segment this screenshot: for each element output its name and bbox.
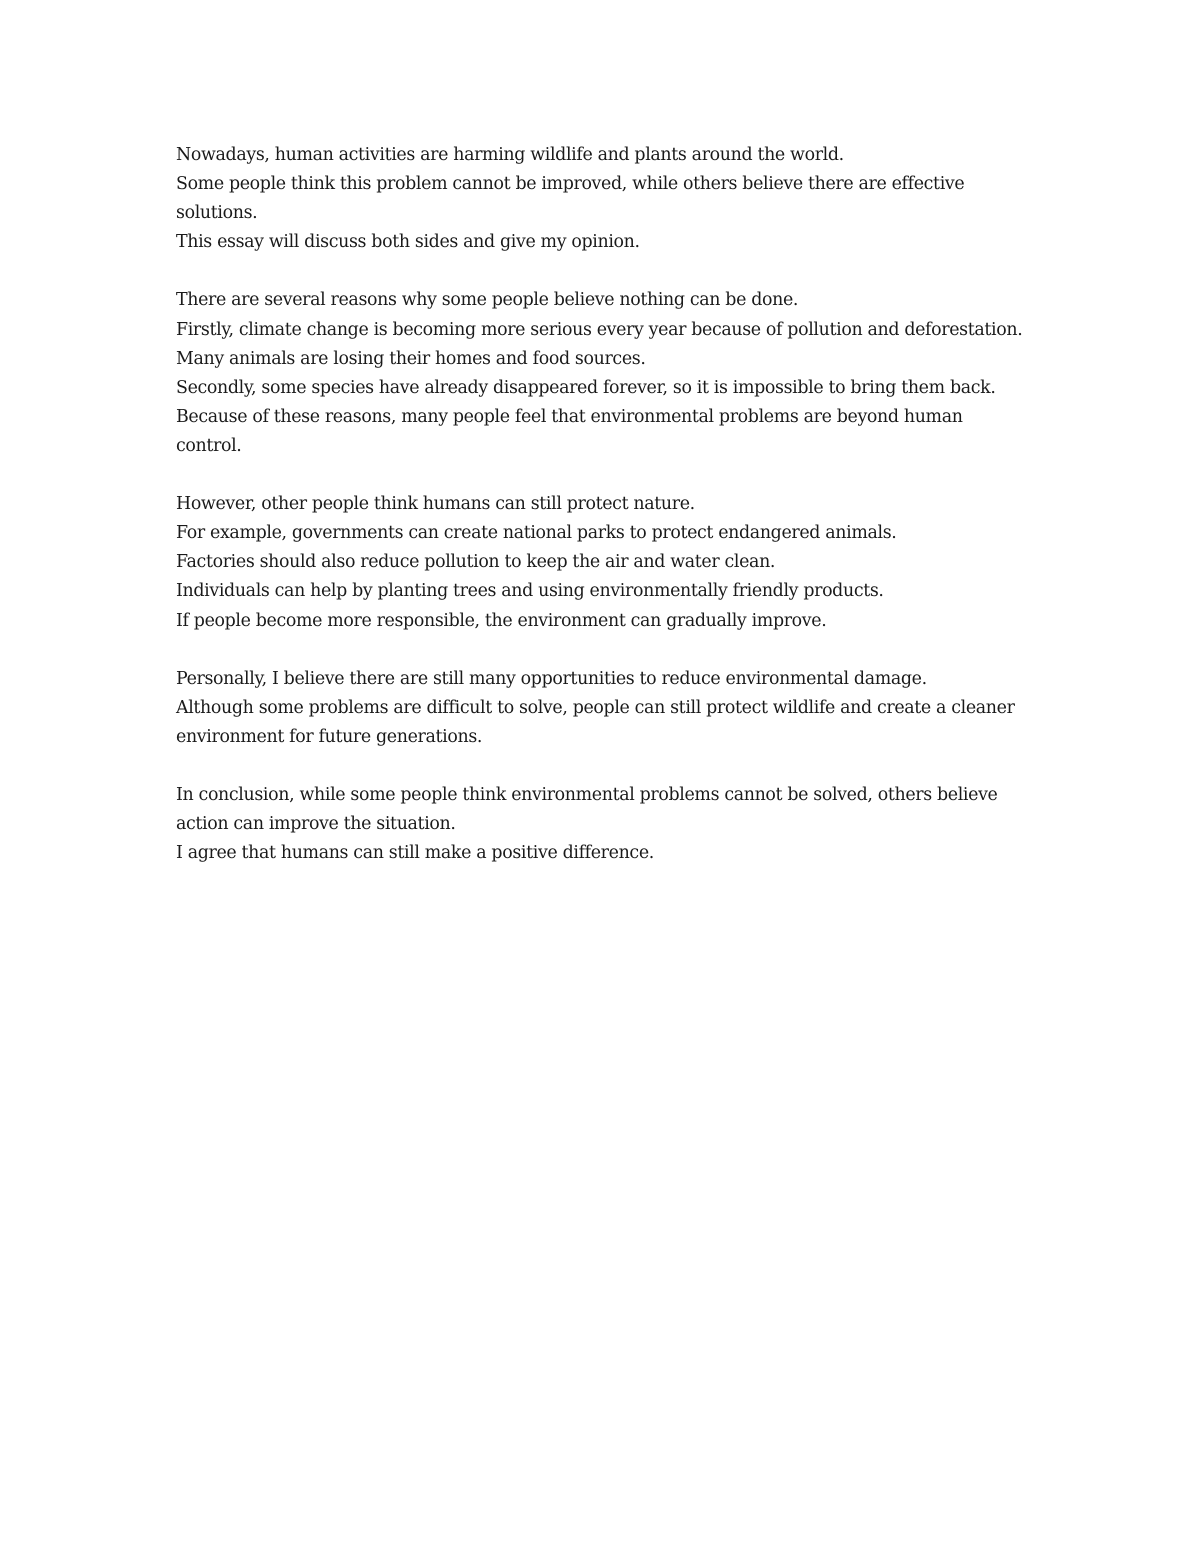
sentence: Some people think this problem cannot be improved, while others believe there are effective solutions. xyxy=(176,174,965,224)
paragraph-first-view xyxy=(176,286,1026,461)
paragraph-second-view xyxy=(176,490,1026,635)
paragraph-opinion xyxy=(176,665,1026,752)
sentence: However, other people think humans can still protect nature. xyxy=(176,494,695,515)
sentence: There are several reasons why some people believe nothing can be done. xyxy=(176,290,799,311)
sentence: This essay will discuss both sides and give my opinion. xyxy=(176,232,640,253)
sentence: Individuals can help by planting trees and using environmentally friendly products. xyxy=(176,581,884,602)
sentence: I agree that humans can still make a positive difference. xyxy=(176,843,654,864)
sentence: If people become more responsible, the environment can gradually improve. xyxy=(176,610,827,631)
essay-body xyxy=(176,141,1026,868)
paragraph-conclusion xyxy=(176,781,1026,868)
sentence: Many animals are losing their homes and food sources. xyxy=(176,348,646,369)
sentence: For example, governments can create national parks to protect endangered animals. xyxy=(176,523,897,544)
sentence: Personally, I believe there are still many opportunities to reduce environmental damage. xyxy=(176,668,927,689)
sentence: Nowadays, human activities are harming wildlife and plants around the world. xyxy=(176,145,844,165)
sentence: Although some problems are difficult to solve, people can still protect wildlife and create a cleaner environment for future generations. xyxy=(176,697,1015,747)
sentence: Factories should also reduce pollution to keep the air and water clean. xyxy=(176,552,776,573)
sentence: Secondly, some species have already disappeared forever, so it is impossible to bring them back. xyxy=(176,377,996,398)
sentence: In conclusion, while some people think environmental problems cannot be solved, others believe action can improve the situation. xyxy=(176,785,998,835)
sentence: Firstly, climate change is becoming more serious every year because of pollution and deforestation. xyxy=(176,319,1023,340)
paragraph-introduction xyxy=(176,141,1026,257)
sentence: Because of these reasons, many people feel that environmental problems are beyond human control. xyxy=(176,406,963,456)
